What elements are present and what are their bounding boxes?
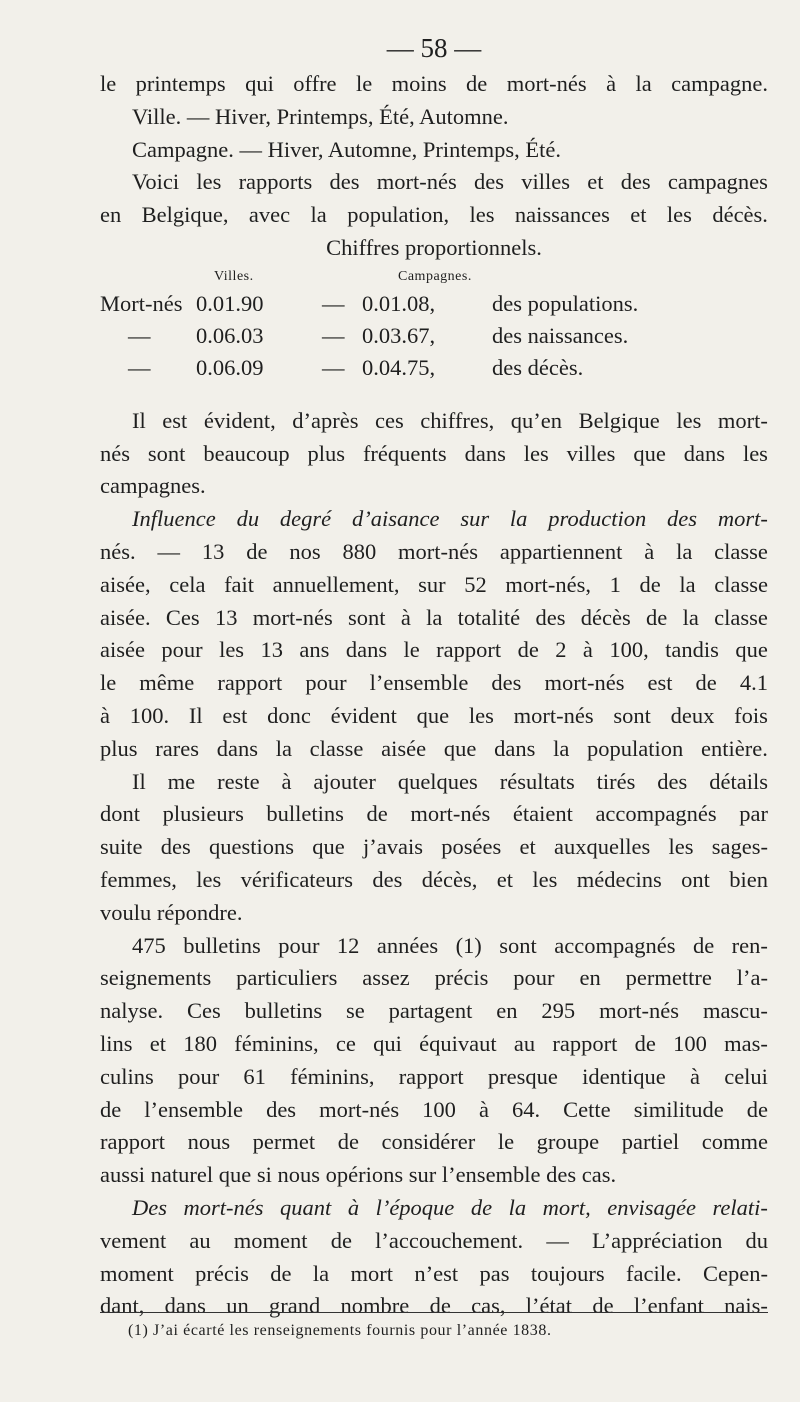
text-line: plus rares dans la classe aisée que dans la population entière. <box>100 735 768 761</box>
campagnes-value: 0.03.67, <box>362 322 436 348</box>
text-line: le printemps qui offre le moins de mort-nés à la campagne. <box>100 71 768 96</box>
text-line: nés sont beaucoup plus fréquents dans les villes que dans les <box>100 440 768 466</box>
campagnes-value: 0.04.75, <box>362 354 436 380</box>
paragraph-block-body <box>100 405 768 1323</box>
dash: — <box>322 322 345 348</box>
text-line: Influence du degré d’aisance sur la production des mort- <box>132 506 768 532</box>
text-line: Il me reste à ajouter quelques résultats tirés des détails <box>132 768 768 794</box>
footnote-divider <box>100 1312 768 1313</box>
row-description: des naissances. <box>492 322 629 348</box>
text-line: seignements particuliers assez précis pour en permettre l’a- <box>100 965 768 991</box>
page-number: — 58 — <box>386 33 482 63</box>
text-line: Chiffres proportionnels. <box>326 234 542 260</box>
text-line: nalyse. Ces bulletins se partagent en 295 mort-nés mascu- <box>100 998 768 1024</box>
row-label: — <box>128 354 151 380</box>
text-line: aisée pour les 13 ans dans le rapport de 2 à 100, tandis que <box>100 637 768 663</box>
text-line: dont plusieurs bulletins de mort-nés étaient accompagnés par <box>100 801 768 827</box>
text-line: Campagne. — Hiver, Automne, Printemps, Été. <box>132 136 562 162</box>
paragraph-block-top <box>100 68 768 265</box>
text-line: voulu répondre. <box>100 899 243 925</box>
text-line: aisée, cela fait annuellement, sur 52 mort-nés, 1 de la classe <box>100 571 768 597</box>
text-line: en Belgique, avec la population, les naissances et les décès. <box>100 202 768 228</box>
footnote: (1) J’ai écarté les renseignements fournis pour l’année 1838. <box>128 1322 552 1339</box>
text-line: campagnes. <box>100 473 206 499</box>
text-line: nés. — 13 de nos 880 mort-nés appartiennent à la classe <box>100 538 768 564</box>
column-header-campagnes: Campagnes. <box>398 268 472 284</box>
text-line: culins pour 61 féminins, rapport presque identique à celui <box>100 1063 768 1089</box>
text-line: de l’ensemble des mort-nés 100 à 64. Cette similitude de <box>100 1096 768 1122</box>
row-description: des populations. <box>492 290 639 316</box>
book-page <box>100 28 768 1388</box>
dash: — <box>322 354 345 380</box>
text-line: moment précis de la mort n’est pas toujours facile. Cepen- <box>100 1260 768 1286</box>
text-line: suite des questions que j’avais posées et auxquelles les sages- <box>100 834 768 860</box>
text-line: rapport nous permet de considérer le groupe partiel comme <box>100 1129 768 1155</box>
text-line: Voici les rapports des mort-nés des villes et des campagnes <box>132 169 768 195</box>
text-line: à 100. Il est donc évident que les mort-nés sont deux fois <box>100 702 768 728</box>
table-row <box>100 321 768 351</box>
text-line: lins et 180 féminins, ce qui équivaut au rapport de 100 mas- <box>100 1030 768 1056</box>
text-line: vement au moment de l’accouchement. — L’appréciation du <box>100 1227 768 1253</box>
text-line: dant, dans un grand nombre de cas, l’état de l’enfant nais- <box>100 1293 768 1319</box>
villes-value: 0.06.09 <box>196 354 264 380</box>
villes-value: 0.01.90 <box>196 290 264 316</box>
table-row <box>100 353 768 383</box>
dash: — <box>322 290 345 316</box>
row-label: Mort-nés <box>100 290 183 316</box>
text-line: aisée. Ces 13 mort-nés sont à la totalité des décès de la classe <box>100 604 768 630</box>
proportional-figures-table <box>100 265 768 405</box>
row-description: des décès. <box>492 354 584 380</box>
column-header-villes: Villes. <box>214 268 254 284</box>
row-label: — <box>128 322 151 348</box>
villes-value: 0.06.03 <box>196 322 264 348</box>
campagnes-value: 0.01.08, <box>362 290 436 316</box>
text-line: 475 bulletins pour 12 années (1) sont accompagnés de ren- <box>132 932 768 958</box>
text-line: Ville. — Hiver, Printemps, Été, Automne. <box>132 103 509 129</box>
text-line: femmes, les vérificateurs des décès, et les médecins ont bien <box>100 866 768 892</box>
text-line: le même rapport pour l’ensemble des mort-nés est de 4.1 <box>100 670 768 696</box>
text-line: Il est évident, d’après ces chiffres, qu’en Belgique les mort- <box>132 407 768 433</box>
text-line: aussi naturel que si nous opérions sur l’ensemble des cas. <box>100 1162 617 1188</box>
text-line: Des mort-nés quant à l’époque de la mort, envisagée relati- <box>132 1194 768 1220</box>
table-row <box>100 289 768 319</box>
